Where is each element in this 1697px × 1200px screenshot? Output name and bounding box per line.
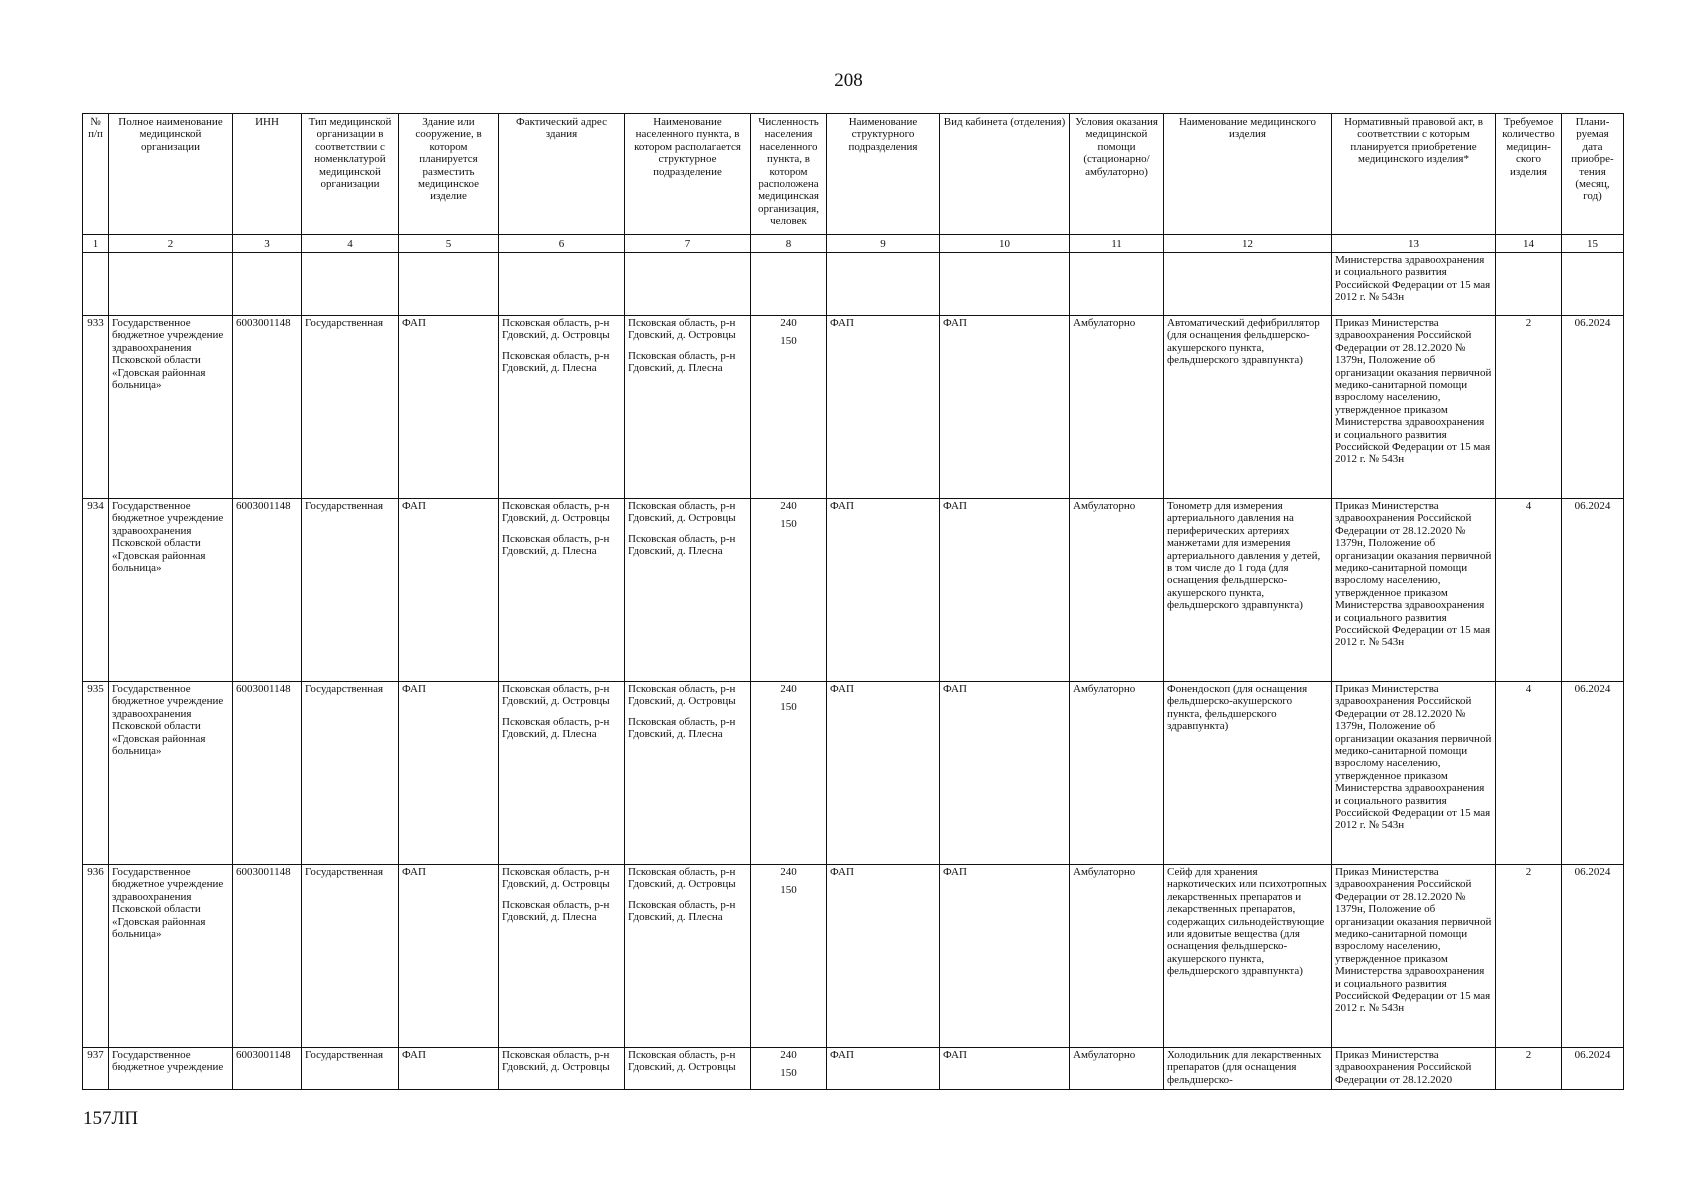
inn: 6003001148	[233, 865, 302, 1048]
regulatory-act: Приказ Министерства здравоохранения Российской Федерации от 28.12.2020 № 1379н, Положение об организации оказания первичной медико-санитарной помощи взрослому населению, утвержденное приказом Министерства здравоохранения и социального развития Российской Федерации от 15 мая 2012 г. № 543н	[1332, 865, 1496, 1048]
header-row	[83, 114, 1624, 235]
col-number: 9	[827, 235, 940, 253]
regulatory-act: Приказ Министерства здравоохранения Российской Федерации от 28.12.2020 № 1379н, Положение об организации оказания первичной медико-санитарной помощи взрослому населению, утвержденное приказом Министерства здравоохранения и социального развития Российской Федерации от 15 мая 2012 г. № 543н	[1332, 499, 1496, 682]
col-header-population: Численность населения населенного пункта, в котором расположена медицинская организация, человек	[751, 114, 827, 235]
care-conditions: Амбулаторно	[1070, 1048, 1164, 1090]
table-row	[83, 682, 1624, 865]
population: 240	[780, 500, 797, 512]
address: Псковская область, р-н Гдовский, д. Островцы	[502, 866, 610, 891]
carryover-act-text: Министерства здравоохранения и социального развития Российской Федерации от 15 мая 2012 г. № 543н	[1332, 253, 1496, 316]
care-conditions: Амбулаторно	[1070, 682, 1164, 865]
col-header-building: Здание или сооружение, в котором планируется разместить медицинское изделие	[399, 114, 499, 235]
care-conditions: Амбулаторно	[1070, 865, 1164, 1048]
quantity: 4	[1496, 499, 1562, 682]
quantity: 2	[1496, 1048, 1562, 1090]
org-name: Государственное бюджетное учреждение здравоохранения Псковской области «Гдовская районная больница»	[109, 682, 233, 865]
row-number: 937	[83, 1048, 109, 1090]
locality-cell	[625, 316, 751, 499]
col-header-conditions: Условия оказания медицинской помощи (стационарно/ амбулаторно)	[1070, 114, 1164, 235]
table-row	[83, 1048, 1624, 1090]
table-row	[83, 316, 1624, 499]
document-code: 157ЛП	[83, 1108, 139, 1129]
regulatory-act: Приказ Министерства здравоохранения Российской Федерации от 28.12.2020 № 1379н, Положение об организации оказания первичной медико-санитарной помощи взрослому населению, утвержденное приказом Министерства здравоохранения и социального развития Российской Федерации от 15 мая 2012 г. № 543н	[1332, 682, 1496, 865]
address-cell	[499, 316, 625, 499]
device-name: Фонендоскоп (для оснащения фельдшерско-акушерского пункта, фельдшерского здравпункта)	[1164, 682, 1332, 865]
col-number: 5	[399, 235, 499, 253]
col-number: 8	[751, 235, 827, 253]
locality: Псковская область, р-н Гдовский, д. Плесна	[628, 898, 736, 924]
row-number: 933	[83, 316, 109, 499]
carryover-row	[83, 253, 1624, 316]
locality: Псковская область, р-н Гдовский, д. Островцы	[628, 866, 736, 891]
org-name: Государственное бюджетное учреждение здравоохранения Псковской области «Гдовская районная больница»	[109, 316, 233, 499]
locality: Псковская область, р-н Гдовский, д. Островцы	[628, 1049, 736, 1074]
col-header-address: Фактический адрес здания	[499, 114, 625, 235]
col-number: 3	[233, 235, 302, 253]
col-header-type: Тип медицинской организации в соответствии с номенклатурой медицинской организации	[302, 114, 399, 235]
col-header-date: Плани-руемая дата приобре-тения (месяц, год)	[1562, 114, 1624, 235]
col-number: 4	[302, 235, 399, 253]
address: Псковская область, р-н Гдовский, д. Плесна	[502, 715, 610, 741]
col-number: 7	[625, 235, 751, 253]
locality-cell	[625, 1048, 751, 1090]
col-header-locality: Наименование населенного пункта, в котором располагается структурное подразделение	[625, 114, 751, 235]
row-number: 936	[83, 865, 109, 1048]
population-cell	[751, 1048, 827, 1090]
structural-unit: ФАП	[827, 499, 940, 682]
table-row	[83, 499, 1624, 682]
cabinet-type: ФАП	[940, 316, 1070, 499]
structural-unit: ФАП	[827, 316, 940, 499]
col-number: 15	[1562, 235, 1624, 253]
population: 150	[780, 701, 797, 714]
col-number: 14	[1496, 235, 1562, 253]
quantity: 2	[1496, 316, 1562, 499]
address-cell	[499, 1048, 625, 1090]
page-number: 208	[834, 70, 863, 91]
population: 240	[780, 683, 797, 695]
org-name: Государственное бюджетное учреждение здравоохранения Псковской области «Гдовская районная больница»	[109, 865, 233, 1048]
planned-date: 06.2024	[1562, 499, 1624, 682]
cabinet-type: ФАП	[940, 1048, 1070, 1090]
planned-date: 06.2024	[1562, 1048, 1624, 1090]
address-cell	[499, 499, 625, 682]
population-cell	[751, 682, 827, 865]
quantity: 2	[1496, 865, 1562, 1048]
planned-date: 06.2024	[1562, 865, 1624, 1048]
locality: Псковская область, р-н Гдовский, д. Островцы	[628, 683, 736, 708]
building: ФАП	[399, 316, 499, 499]
device-name: Холодильник для лекарственных препаратов (для оснащения фельдшерско-	[1164, 1048, 1332, 1090]
planned-date: 06.2024	[1562, 316, 1624, 499]
col-number: 2	[109, 235, 233, 253]
col-number: 11	[1070, 235, 1164, 253]
locality: Псковская область, р-н Гдовский, д. Плесна	[628, 715, 736, 741]
quantity: 4	[1496, 682, 1562, 865]
regulatory-act: Приказ Министерства здравоохранения Российской Федерации от 28.12.2020	[1332, 1048, 1496, 1090]
building: ФАП	[399, 865, 499, 1048]
locality: Псковская область, р-н Гдовский, д. Островцы	[628, 500, 736, 525]
row-number: 934	[83, 499, 109, 682]
population: 240	[780, 866, 797, 878]
org-type: Государственная	[302, 682, 399, 865]
col-header-act: Нормативный правовой акт, в соответствии с которым планируется приобретение медицинского изделия*	[1332, 114, 1496, 235]
building: ФАП	[399, 1048, 499, 1090]
locality: Псковская область, р-н Гдовский, д. Островцы	[628, 317, 736, 342]
col-header-qty: Требуемое количество медицин-ского изделия	[1496, 114, 1562, 235]
building: ФАП	[399, 682, 499, 865]
address: Псковская область, р-н Гдовский, д. Островцы	[502, 317, 610, 342]
locality-cell	[625, 682, 751, 865]
device-name: Автоматический дефибриллятор (для оснащения фельдшерско-акушерского пункта, фельдшерского здравпункта)	[1164, 316, 1332, 499]
locality: Псковская область, р-н Гдовский, д. Плесна	[628, 532, 736, 558]
col-header-unit: Наименование структурного подразделения	[827, 114, 940, 235]
org-name: Государственное бюджетное учреждение здравоохранения Псковской области «Гдовская районная больница»	[109, 499, 233, 682]
address-cell	[499, 865, 625, 1048]
population: 150	[780, 884, 797, 897]
org-type: Государственная	[302, 865, 399, 1048]
org-name: Государственное бюджетное учреждение	[109, 1048, 233, 1090]
locality-cell	[625, 499, 751, 682]
col-header-device: Наименование медицинского изделия	[1164, 114, 1332, 235]
col-header-cabinet: Вид кабинета (отделения)	[940, 114, 1070, 235]
device-name: Сейф для хранения наркотических или психотропных лекарственных препаратов и лекарственных препаратов, содержащих сильнодействующие или ядовитые вещества (для оснащения фельдшерско-акушерского пункта, фельдшерского здравпункта)	[1164, 865, 1332, 1048]
population: 240	[780, 1049, 797, 1061]
regulatory-act: Приказ Министерства здравоохранения Российской Федерации от 28.12.2020 № 1379н, Положение об организации оказания первичной медико-санитарной помощи взрослому населению, утвержденное приказом Министерства здравоохранения и социального развития Российской Федерации от 15 мая 2012 г. № 543н	[1332, 316, 1496, 499]
inn: 6003001148	[233, 682, 302, 865]
address: Псковская область, р-н Гдовский, д. Островцы	[502, 1049, 610, 1074]
org-type: Государственная	[302, 499, 399, 682]
population: 150	[780, 1067, 797, 1080]
col-number: 12	[1164, 235, 1332, 253]
cabinet-type: ФАП	[940, 865, 1070, 1048]
population-cell	[751, 865, 827, 1048]
address: Псковская область, р-н Гдовский, д. Островцы	[502, 683, 610, 708]
device-name: Тонометр для измерения артериального давления на периферических артериях манжетами для измерения артериального давления у детей, в том числе до 1 года (для оснащения фельдшерско-акушерского пункта, фельдшерского здравпункта)	[1164, 499, 1332, 682]
structural-unit: ФАП	[827, 865, 940, 1048]
medical-equipment-table	[82, 113, 1624, 1090]
cabinet-type: ФАП	[940, 499, 1070, 682]
population: 240	[780, 317, 797, 329]
address: Псковская область, р-н Гдовский, д. Островцы	[502, 500, 610, 525]
col-number: 1	[83, 235, 109, 253]
structural-unit: ФАП	[827, 682, 940, 865]
address: Псковская область, р-н Гдовский, д. Плесна	[502, 532, 610, 558]
address: Псковская область, р-н Гдовский, д. Плесна	[502, 898, 610, 924]
col-header-org: Полное наименование медицинской организации	[109, 114, 233, 235]
col-number: 13	[1332, 235, 1496, 253]
locality-cell	[625, 865, 751, 1048]
address: Псковская область, р-н Гдовский, д. Плесна	[502, 349, 610, 375]
building: ФАП	[399, 499, 499, 682]
care-conditions: Амбулаторно	[1070, 499, 1164, 682]
locality: Псковская область, р-н Гдовский, д. Плесна	[628, 349, 736, 375]
population: 150	[780, 335, 797, 348]
planned-date: 06.2024	[1562, 682, 1624, 865]
structural-unit: ФАП	[827, 1048, 940, 1090]
col-number: 10	[940, 235, 1070, 253]
col-header-inn: ИНН	[233, 114, 302, 235]
population: 150	[780, 518, 797, 531]
row-number: 935	[83, 682, 109, 865]
org-type: Государственная	[302, 1048, 399, 1090]
inn: 6003001148	[233, 499, 302, 682]
col-header-num: № п/п	[83, 114, 109, 235]
cabinet-type: ФАП	[940, 682, 1070, 865]
inn: 6003001148	[233, 1048, 302, 1090]
population-cell	[751, 499, 827, 682]
org-type: Государственная	[302, 316, 399, 499]
table-row	[83, 865, 1624, 1048]
address-cell	[499, 682, 625, 865]
care-conditions: Амбулаторно	[1070, 316, 1164, 499]
inn: 6003001148	[233, 316, 302, 499]
col-number: 6	[499, 235, 625, 253]
column-number-row	[83, 235, 1624, 253]
population-cell	[751, 316, 827, 499]
